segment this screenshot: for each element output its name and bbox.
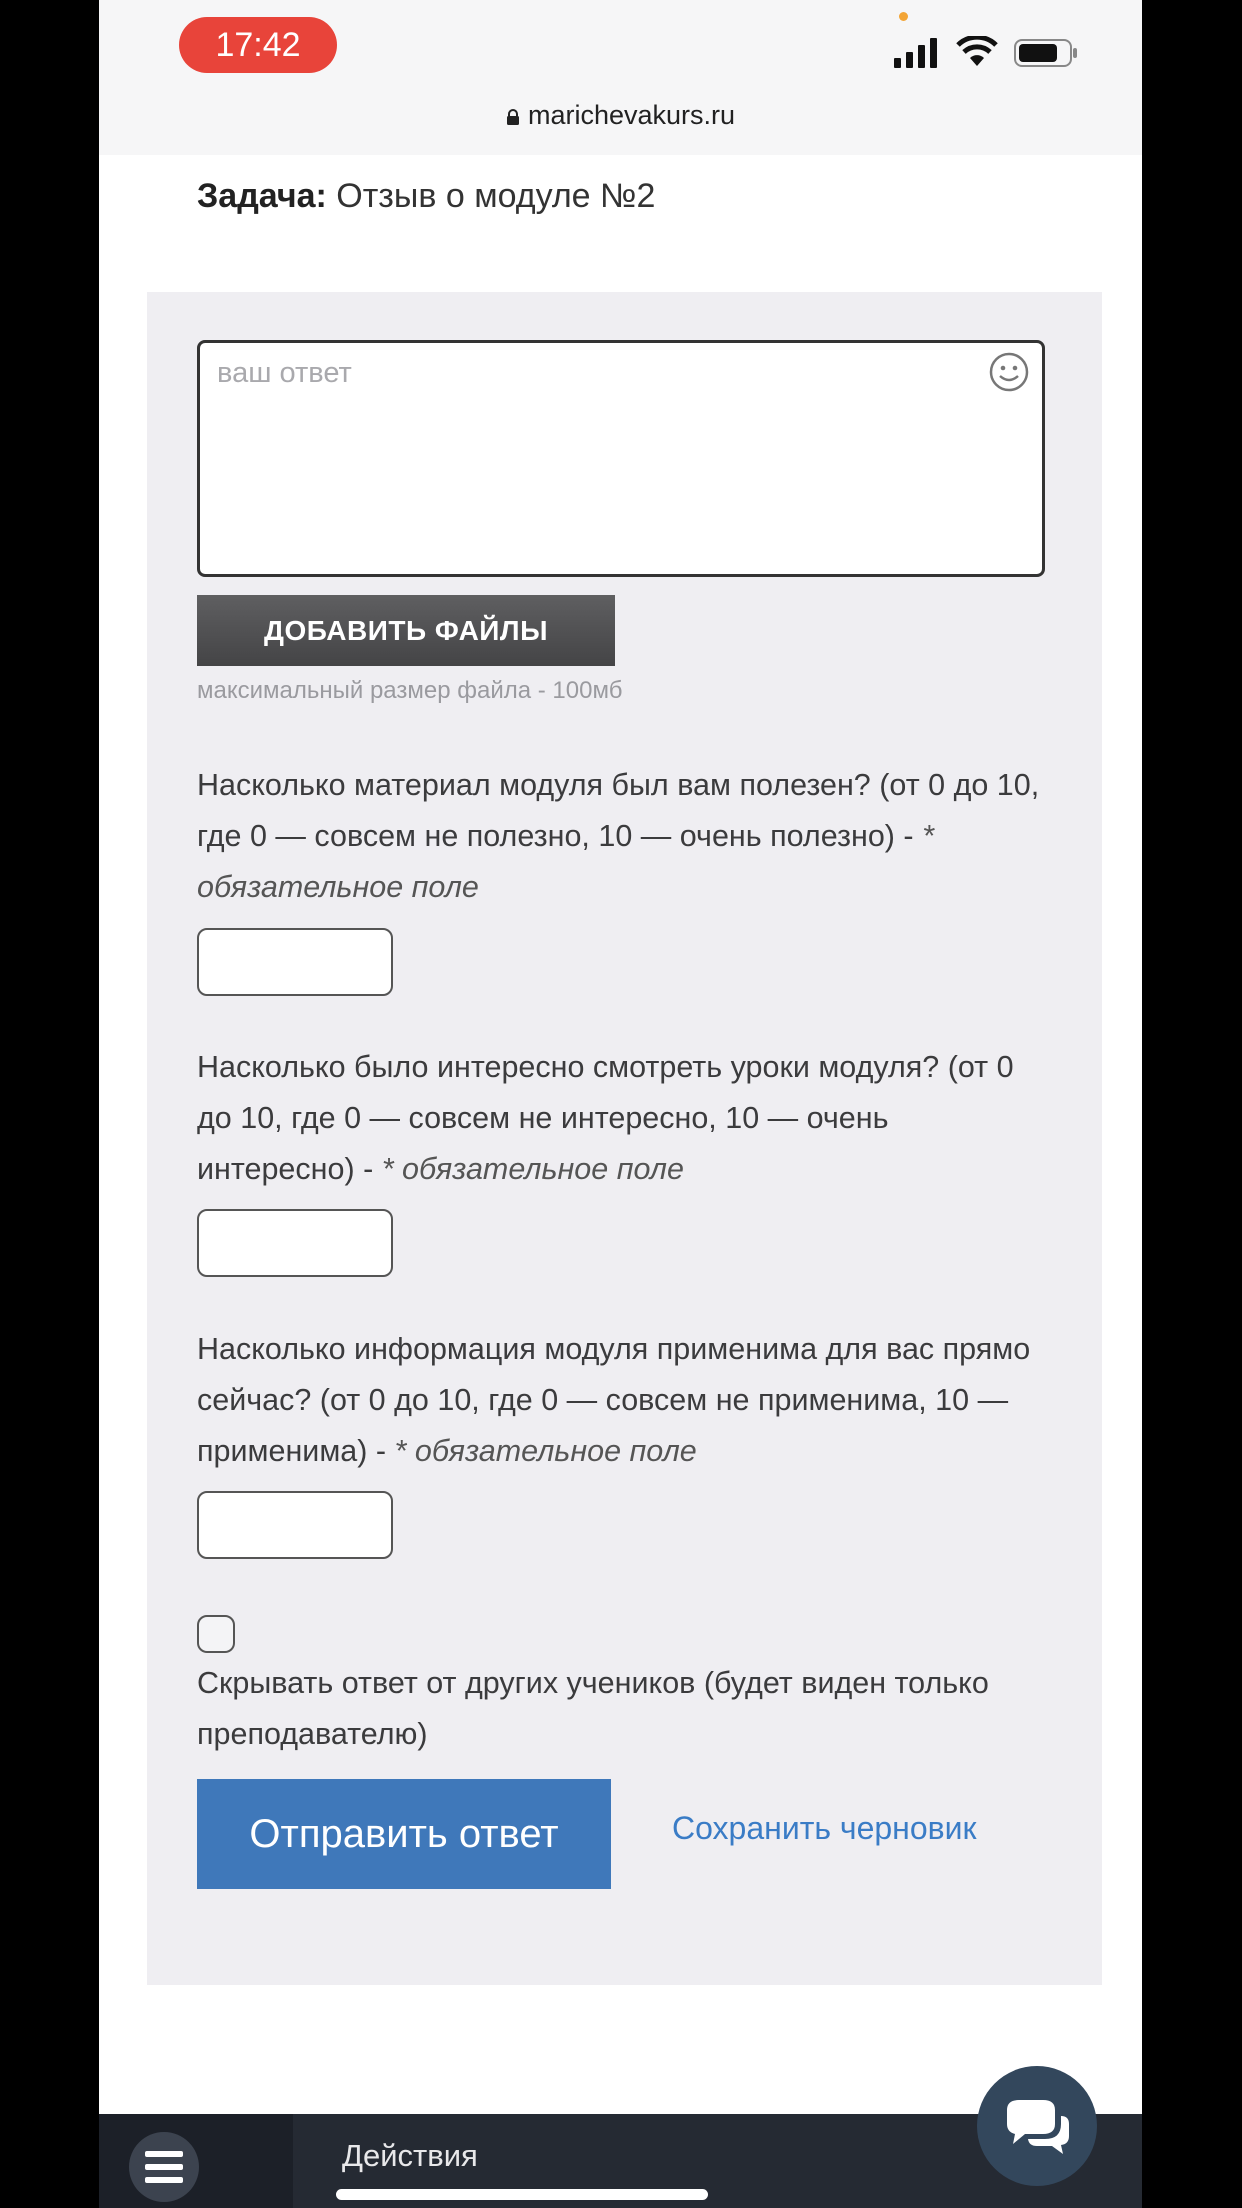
required-note: * обязательное поле [197,819,934,904]
lock-icon [506,109,520,125]
question-text: Насколько материал модуля был вам полезен? (от 0 до 10, где 0 — совсем не полезно, 10 — очень полезно) - [197,768,1040,853]
submit-answer-button[interactable]: Отправить ответ [197,1779,611,1889]
required-note: * обязательное поле [381,1152,684,1186]
applicability-input[interactable] [197,1491,393,1559]
hide-answer-checkbox[interactable] [197,1615,235,1653]
answer-textarea[interactable] [197,340,1045,577]
wifi-icon [956,36,998,68]
phone-screen [99,0,1142,2208]
answer-placeholder: ваш ответ [217,357,352,389]
menu-cell [99,2114,293,2208]
address-bar[interactable] [99,100,1142,131]
task-label: Задача: [197,177,327,215]
task-header [147,155,1102,292]
home-indicator [336,2189,708,2200]
status-time: 17:42 [179,17,337,73]
battery-icon [1014,38,1080,68]
status-bar [99,0,1142,155]
question-applicability [197,1324,1047,1477]
required-note: * обязательное поле [394,1434,697,1468]
task-title [197,177,655,216]
question-interest [197,1042,1047,1195]
question-usefulness [197,760,1047,913]
interest-input[interactable] [197,1209,393,1277]
chat-icon [977,2066,1097,2186]
privacy-indicator-dot [899,12,908,21]
file-size-hint: максимальный размер файла - 100мб [197,677,623,704]
add-files-button[interactable]: ДОБАВИТЬ ФАЙЛЫ [197,595,615,666]
signal-icon [892,38,940,68]
task-form [147,155,1102,1985]
save-draft-link[interactable]: Сохранить черновик [672,1810,977,1846]
task-name: Отзыв о модуле №2 [336,177,656,215]
url-text: marichevakurs.ru [527,100,736,130]
usefulness-input[interactable] [197,928,393,996]
menu-icon[interactable] [129,2132,199,2202]
hide-answer-label: Скрывать ответ от других учеников (будет виден только преподавателю) [197,1666,989,1751]
chat-button[interactable] [977,2066,1097,2186]
actions-label[interactable]: Действия [342,2138,478,2173]
question-text: Насколько информация модуля применима для вас прямо сейчас? (от 0 до 10, где 0 — совсем не применима, 10 — применима) - [197,1332,1031,1468]
question-text: Насколько было интересно смотреть уроки модуля? (от 0 до 10, где 0 — совсем не интересно, 10 — очень интересно) - [197,1050,1014,1186]
smile-icon[interactable] [988,351,1030,393]
